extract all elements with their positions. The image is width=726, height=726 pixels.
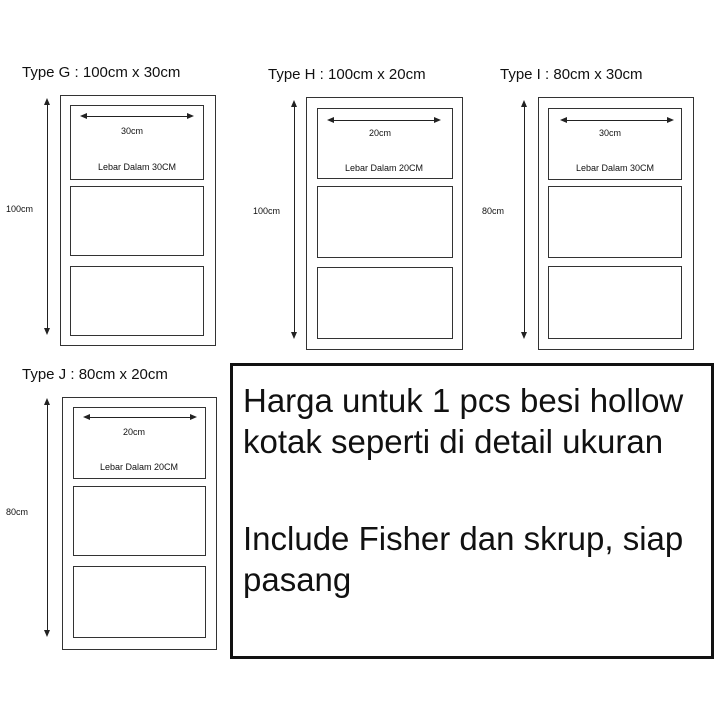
type-g-width-label: 30cm [120, 126, 143, 136]
type-i-title: Type I : 80cm x 30cm [500, 66, 643, 83]
arrow-down-icon [291, 332, 297, 339]
type-j-inner-label: Lebar Dalam 20CM [99, 462, 179, 472]
type-g-middle-compartment [70, 186, 204, 256]
type-j-middle-compartment [73, 486, 206, 556]
type-j-height-label: 80cm [6, 507, 29, 517]
type-h-middle-compartment [317, 186, 453, 258]
type-g-bottom-compartment [70, 266, 204, 336]
arrow-right-icon [434, 117, 441, 123]
include-note: Include Fisher dan skrup, siap pasang [243, 520, 684, 598]
type-h-height-label: 100cm [253, 206, 281, 216]
price-note: Harga untuk 1 pcs besi hollow kotak seperti di detail ukuran [243, 382, 684, 460]
type-g-title: Type G : 100cm x 30cm [22, 64, 181, 81]
arrow-right-icon [187, 113, 194, 119]
type-g-inner-label: Lebar Dalam 30CM [97, 162, 177, 172]
arrow-right-icon [667, 117, 674, 123]
type-h-bottom-compartment [317, 267, 453, 339]
type-j-bottom-compartment [73, 566, 206, 638]
arrow-down-icon [521, 332, 527, 339]
type-h-inner-label: Lebar Dalam 20CM [344, 163, 424, 173]
arrow-down-icon [44, 630, 50, 637]
type-g-height-label: 100cm [6, 204, 34, 214]
type-h-width-label: 20cm [368, 128, 391, 138]
type-i-inner-label: Lebar Dalam 30CM [575, 163, 655, 173]
info-box [230, 363, 714, 659]
type-i-bottom-compartment [548, 266, 682, 339]
type-j-width-label: 20cm [122, 427, 145, 437]
type-j-title: Type J : 80cm x 20cm [22, 366, 168, 383]
arrow-right-icon [190, 414, 197, 420]
type-h-title: Type H : 100cm x 20cm [268, 66, 426, 83]
type-i-middle-compartment [548, 186, 682, 258]
type-i-height-label: 80cm [482, 206, 505, 216]
arrow-down-icon [44, 328, 50, 335]
type-i-width-label: 30cm [598, 128, 621, 138]
